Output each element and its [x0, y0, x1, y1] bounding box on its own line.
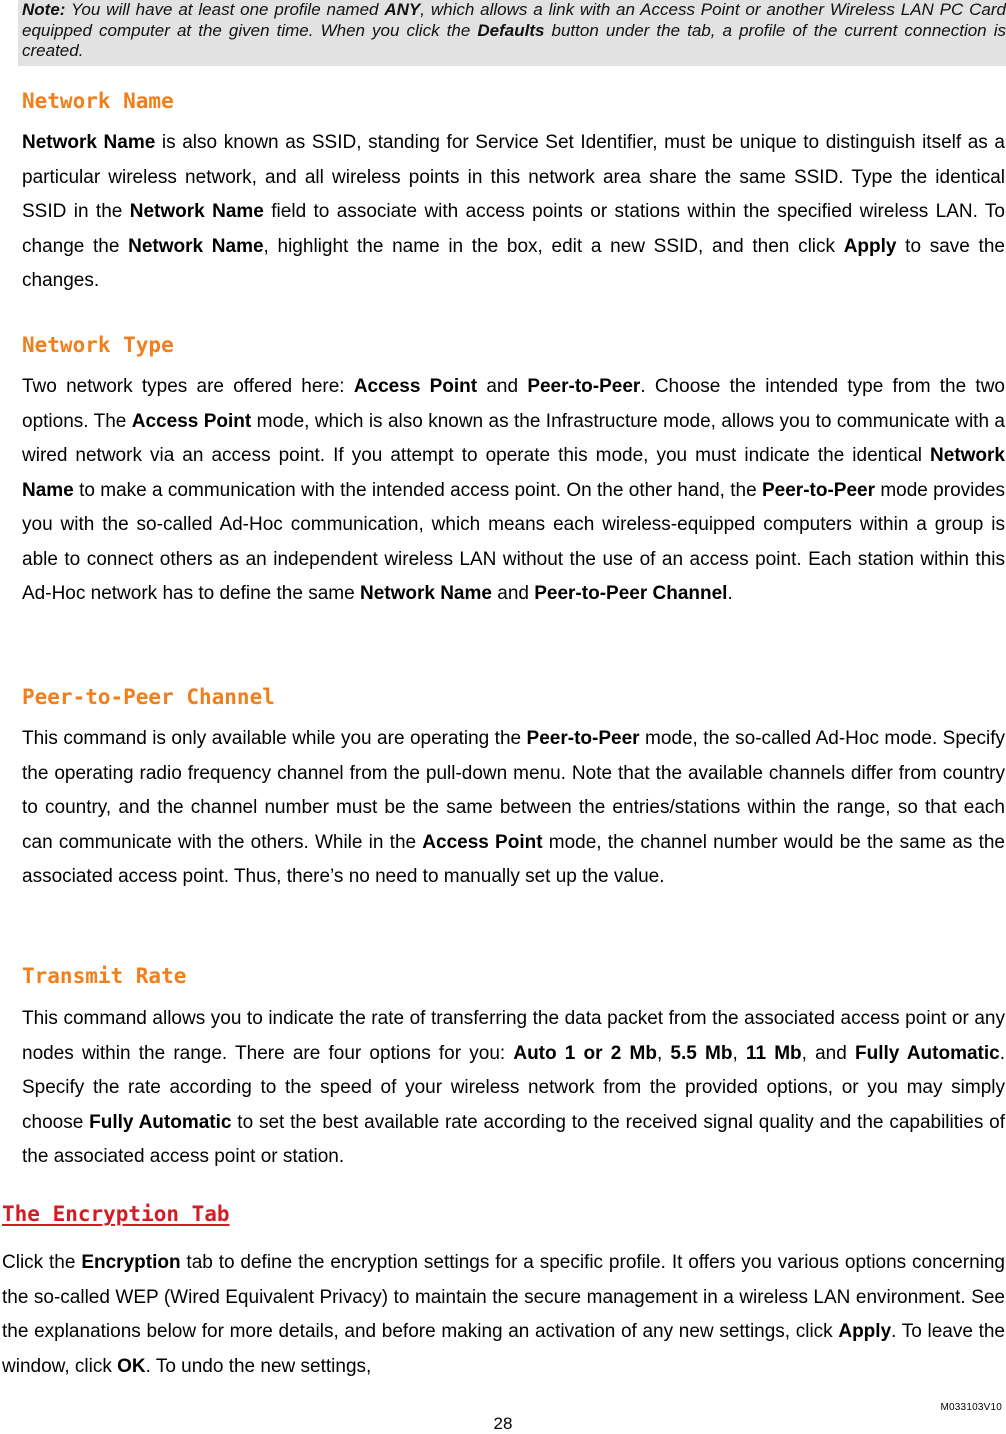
bold-term: Network Name	[129, 201, 264, 222]
note-text: , which allows a link with an Access Point or another Wireless LAN PC Card equipped computer at the given time. When you click the	[22, 0, 1006, 40]
bold-term: Network Name	[22, 445, 1005, 501]
paragraph-text: mode provides you with the so-called Ad-Hoc communication, which means each wireless-equipped computers within a group is able to connect others as an independent wireless LAN without the use of an access point. Each station within this Ad-Hoc network has to define the same	[22, 479, 1005, 604]
paragraph-text: .	[727, 583, 733, 604]
paragraph-text: mode, which is also known as the Infrastructure mode, allows you to communicate with a wired network via an access point. If you attempt to operate this mode, you must indicate the identical	[22, 410, 1005, 466]
paragraph-text: is also known as SSID, standing for Service Set Identifier, must be unique to distinguish itself as a particular wireless network, and all wireless points in this network area share the same SSID. Type the identical SSID in the	[22, 132, 1005, 222]
paragraph-text: to set the best available rate according to the received signal quality and the capabilities of the associated access point or station.	[22, 1111, 1005, 1167]
bold-term: Peer-to-Peer Channel	[534, 583, 728, 604]
paragraph-text: . Choose the intended type from the two options. The	[22, 376, 1005, 432]
paragraph-text: field to associate with access points or stations within the specified wireless LAN. To change the	[22, 201, 1005, 257]
bold-term: Network Name	[128, 235, 264, 257]
bold-term: Peer-to-Peer	[762, 479, 875, 501]
paragraph-text: and	[491, 583, 535, 604]
note-any: ANY	[384, 0, 421, 19]
bold-term: 11 Mb	[745, 1042, 802, 1064]
bold-term: Fully Automatic	[89, 1111, 232, 1133]
paragraph-text: Click the	[2, 1252, 82, 1273]
paragraph-text: to save the changes.	[22, 235, 1005, 291]
heading-network-type: Network Type	[22, 333, 174, 357]
bold-term: Access Point	[422, 831, 543, 853]
paragraph-text: . To undo the new settings,	[145, 1355, 372, 1377]
document-code: M033103V10	[940, 1402, 1002, 1413]
paragraph-network-name	[22, 126, 1005, 299]
paragraph-text: , and	[801, 1042, 855, 1064]
bold-term: Encryption	[81, 1252, 181, 1273]
note-box	[18, 0, 1006, 66]
bold-term: Apply	[838, 1321, 892, 1342]
paragraph-text: ,	[656, 1042, 671, 1064]
paragraph-transmit-rate	[22, 1002, 1005, 1175]
bold-term: Apply	[843, 235, 897, 257]
paragraph-text: and	[477, 376, 528, 397]
paragraph-peer-to-peer-channel	[22, 722, 1005, 895]
paragraph-text: to make a communication with the intended access point. On the other hand, the	[73, 479, 762, 501]
bold-term: Access Point	[131, 410, 252, 432]
heading-peer-to-peer-channel: Peer-to-Peer Channel	[22, 685, 275, 709]
paragraph-text: This command is only available while you are operating the	[22, 728, 527, 749]
paragraph-network-type	[22, 370, 1005, 612]
paragraph-text: Two network types are offered here:	[22, 376, 354, 397]
heading-network-name: Network Name	[22, 89, 174, 113]
bold-term: OK	[117, 1355, 146, 1377]
bold-term: Auto 1 or 2 Mb	[513, 1042, 657, 1064]
bold-term: Access Point	[353, 376, 478, 397]
note-prefix: Note:	[22, 0, 66, 19]
heading-encryption-tab: The Encryption Tab	[2, 1202, 230, 1226]
note-text: button under the tab, a profile of the current connection is created.	[22, 20, 1006, 60]
paragraph-text: tab to define the encryption settings for a specific profile. It offers you various options concerning the so-called WEP (Wired Equivalent Privacy) to maintain the secure management in a wireless LAN environment. See the explanations below for more details, and before making an activation of any new settings, click	[2, 1252, 1006, 1342]
page-number: 28	[493, 1414, 513, 1433]
paragraph-encryption-tab	[2, 1246, 1005, 1384]
bold-term: Network Name	[359, 583, 492, 604]
paragraph-text: ,	[732, 1042, 746, 1064]
bold-term: Peer-to-Peer	[527, 376, 641, 397]
paragraph-text: This command allows you to indicate the rate of transferring the data packet from the associated access point or any nodes within the range. There are four options for you:	[22, 1008, 1005, 1064]
paragraph-text: mode, the channel number would be the same as the associated access point. Thus, there’s no need to manually set up the value.	[22, 831, 1005, 887]
paragraph-text: mode, the so-called Ad-Hoc mode. Specify the operating radio frequency channel from the pull-down menu. Note that the available channels differ from country to country, and the channel number must be the same between the entries/stations within the range, so that each can communicate with the others. While in the	[22, 728, 1005, 853]
paragraph-text: . Specify the rate according to the speed of your wireless network from the provided options, or you may simply choose	[22, 1042, 1005, 1133]
bold-term: Fully Automatic	[855, 1042, 1000, 1064]
bold-term: Network Name	[22, 132, 156, 153]
paragraph-text: , highlight the name in the box, edit a new SSID, and then click	[263, 235, 844, 257]
note-defaults: Defaults	[477, 20, 545, 40]
paragraph-text: . To leave the window, click	[2, 1321, 1005, 1377]
bold-term: Peer-to-Peer	[526, 728, 640, 749]
note-text: You will have at least one profile named	[65, 0, 385, 19]
bold-term: 5.5 Mb	[670, 1042, 733, 1064]
heading-transmit-rate: Transmit Rate	[22, 964, 187, 988]
